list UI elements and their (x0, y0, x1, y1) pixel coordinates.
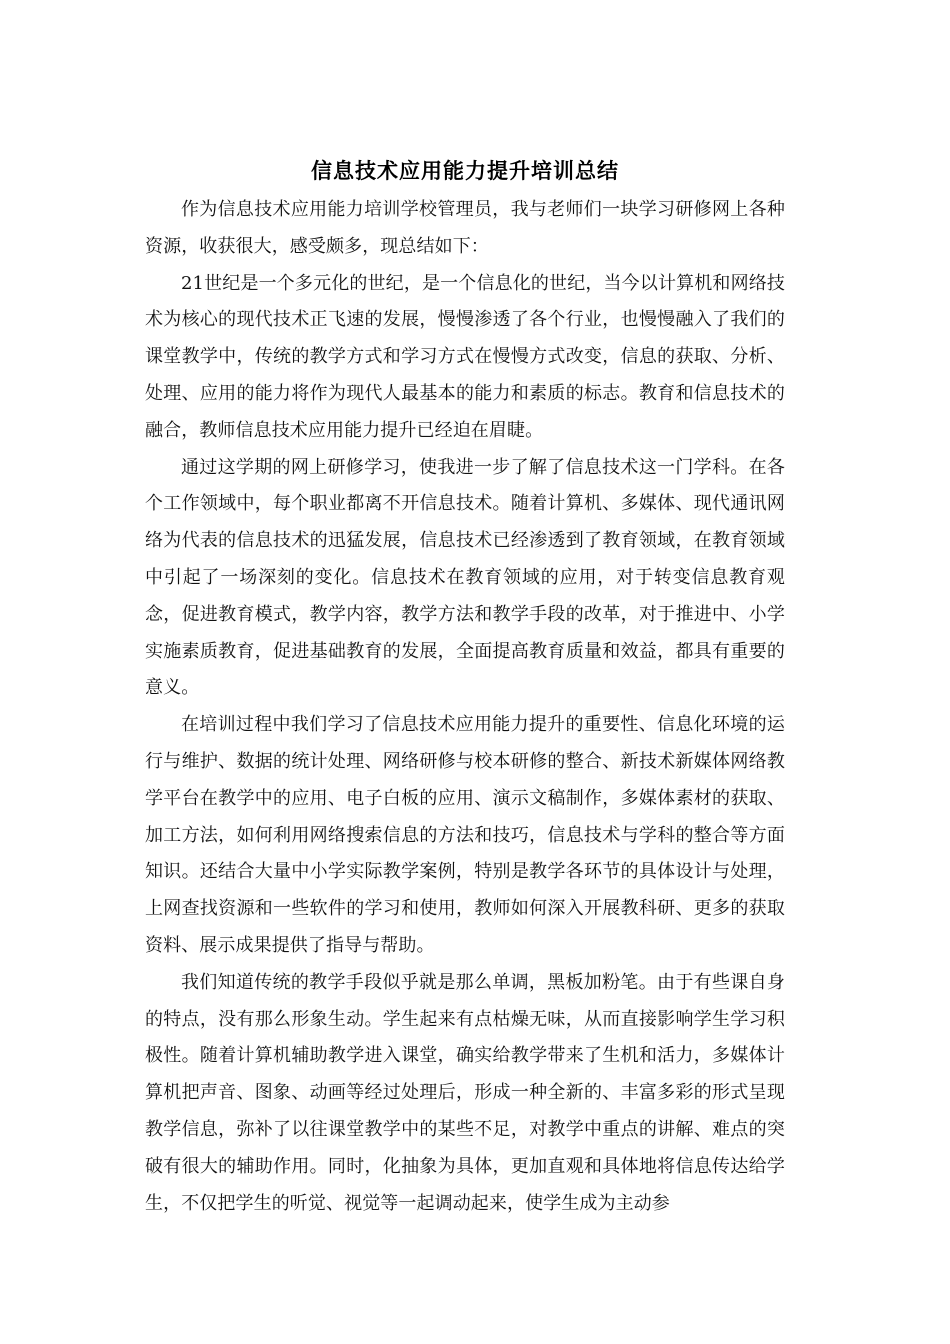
paragraph-online-study: 通过这学期的网上研修学习，使我进一步了解了信息技术这一门学科。在各个工作领域中，每个职业都离不开信息技术。随着计算机、多媒体、现代通讯网络为代表的信息技术的迅猛发展，信息技术已经渗透到了教育领域，在教育领域中引起了一场深刻的变化。信息技术在教育领域的应用，对于转变信息教育观念，促进教育模式，教学内容，教学方法和教学手段的改革，对于推进中、小学实施素质教育，促进基础教育的发展，全面提高教育质量和效益，都具有重要的意义。 (145, 456, 785, 699)
paragraph-traditional-teaching: 我们知道传统的教学手段似乎就是那么单调，黑板加粉笔。由于有些课自身的特点，没有那么形象生动。学生起来有点枯燥无味，从而直接影响学生学习积极性。随着计算机辅助教学进入课堂，确实给教学带来了生机和活力，多媒体计算机把声音、图象、动画等经过处理后，形成一种全新的、丰富多彩的形式呈现教学信息，弥补了以往课堂教学中的某些不足，对教学中重点的讲解、难点的突破有很大的辅助作用。同时，化抽象为具体，更加直观和具体地将信息传达给学生，不仅把学生的听觉、视觉等一起调动起来，使学生成为主动参 (145, 971, 785, 1214)
paragraph-intro: 作为信息技术应用能力培训学校管理员，我与老师们一块学习研修网上各种资源，收获很大，感受颇多，现总结如下： (145, 199, 785, 257)
document-title: 信息技术应用能力提升培训总结 (311, 159, 619, 183)
paragraph-training-content: 在培训过程中我们学习了信息技术应用能力提升的重要性、信息化环境的运行与维护、数据的统计处理、网络研修与校本研修的整合、新技术新媒体网络教学平台在教学中的应用、电子白板的应用、演示文稿制作，多媒体素材的获取、加工方法，如何利用网络搜索信息的方法和技巧，信息技术与学科的整合等方面知识。还结合大量中小学实际教学案例，特别是教学各环节的具体设计与处理，上网查找资源和一些软件的学习和使用，教师如何深入开展教科研、更多的获取资料、展示成果提供了指导与帮助。 (145, 714, 785, 956)
document-body (145, 150, 785, 1222)
paragraph-21st-century: 21世纪是一个多元化的世纪，是一个信息化的世纪，当今以计算机和网络技术为核心的现代技术正飞速的发展，慢慢渗透了各个行业，也慢慢融入了我们的课堂教学中，传统的教学方式和学习方式在慢慢方式改变，信息的获取、分析、处理、应用的能力将作为现代人最基本的能力和素质的标志。教育和信息技术的融合，教师信息技术应用能力提升已经迫在眉睫。 (145, 272, 785, 441)
